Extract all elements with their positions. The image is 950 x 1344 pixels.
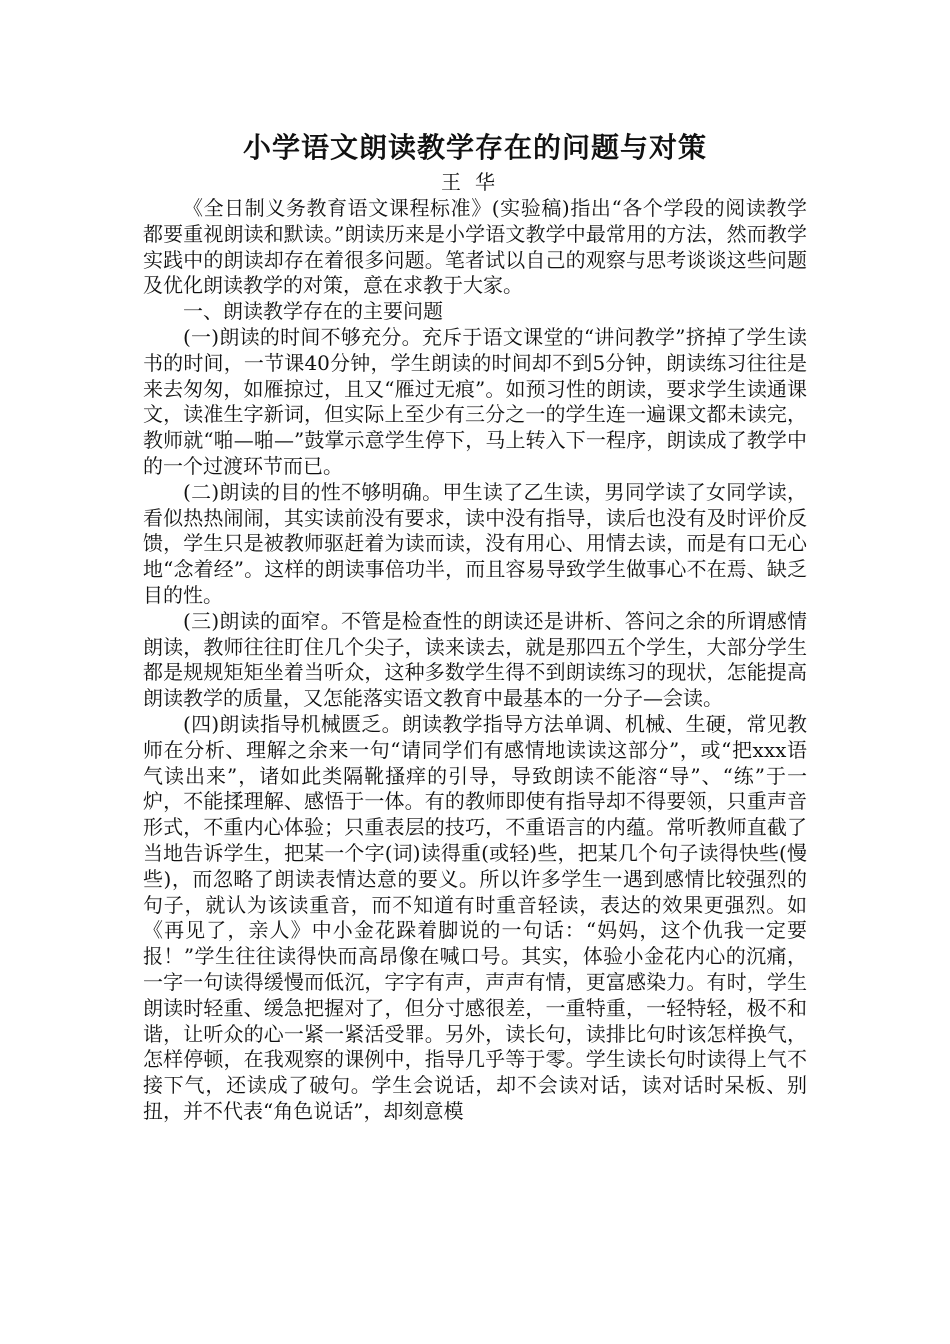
author-name: 王华 xyxy=(441,170,509,194)
paragraph-problem-1: (一)朗读的时间不够充分。充斥于语文课堂的“讲问教学”挤掉了学生读书的时间，一节课40分钟，学生朗读的时间却不到5分钟，朗读练习往往是来去匆匆，如雁掠过，且又“雁过无痕”。如预习性的朗读，要求学生读通课文，读准生字新词，但实际上至少有三分之一的学生连一遍课文都未读完，教师就“啪—啪—”鼓掌示意学生停下，马上转入下一程序，朗读成了教学中的一个过渡环节而已。 xyxy=(143,324,807,478)
paragraph-problem-3: (三)朗读的面窄。不管是检查性的朗读还是讲析、答问之余的所谓感情朗读，教师往往盯住几个尖子，读来读去，就是那四五个学生，大部分学生都是规规矩矩坐着当听众，这种多数学生得不到朗读练习的现状，怎能提高朗读教学的质量，又怎能落实语文教育中最基本的一分子—会读。 xyxy=(143,608,807,711)
paragraph-problem-4: (四)朗读指导机械匮乏。朗读教学指导方法单调、机械、生硬，常见教师在分析、理解之余来一句“请同学们有感情地读读这部分”，或“把xxx语气读出来”，诸如此类隔靴搔痒的引导，导致朗读不能溶“导”、“练”于一炉，不能揉理解、感悟于一体。有的教师即使有指导却不得要领，只重声音形式，不重内心体验；只重表层的技巧，不重语言的内蕴。常听教师直截了当地告诉学生，把某一个字(词)读得重(或轻)些，把某几个句子读得快些(慢些)，而忽略了朗读表情达意的要义。所以许多学生一遇到感情比较强烈的句子，就认为该读重音，而不知道有时重音轻读，表达的效果更强烈。如《再见了，亲人》中小金花跺着脚说的一句话：“妈妈，这个仇我一定要报！”学生往往读得快而高昂像在喊口号。其实，体验小金花内心的沉痛，一字一句读得缓慢而低沉，字字有声，声声有情，更富感染力。有时，学生朗读时轻重、缓急把握对了，但分寸感很差，一重特重，一轻特轻，极不和谐，让听众的心一紧一紧活受罪。另外，读长句，读排比句时该怎样换气，怎样停顿，在我观察的课例中，指导几乎等于零。学生读长句时读得上气不接下气，还读成了破句。学生会说话，却不会读对话，读对话时呆板、别扭，并不代表“角色说话”，却刻意模 xyxy=(143,711,807,1123)
paragraph-problem-2: (二)朗读的目的性不够明确。甲生读了乙生读，男同学读了女同学读，看似热热闹闹，其实读前没有要求，读中没有指导，读后也没有及时评价反馈，学生只是被教师驱赶着为读而读，没有用心、用情去读，而是有口无心地“念着经”。这样的朗读事倍功半，而且容易导致学生做事心不在焉、缺乏目的性。 xyxy=(143,479,807,607)
document-title: 小学语文朗读教学存在的问题与对策 xyxy=(242,131,707,164)
section-heading: 一、朗读教学存在的主要问题 xyxy=(183,299,443,324)
document-page xyxy=(143,128,807,1125)
intro-paragraph: 《全日制义务教育语文课程标准》(实验稿)指出“各个学段的阅读教学都要重视朗读和默读。”朗读历来是小学语文教学中最常用的方法，然而教学实践中的朗读却存在着很多问题。笔者试以自己的观察与思考谈谈这些问题及优化朗读教学的对策，意在求教于大家。 xyxy=(143,196,807,298)
